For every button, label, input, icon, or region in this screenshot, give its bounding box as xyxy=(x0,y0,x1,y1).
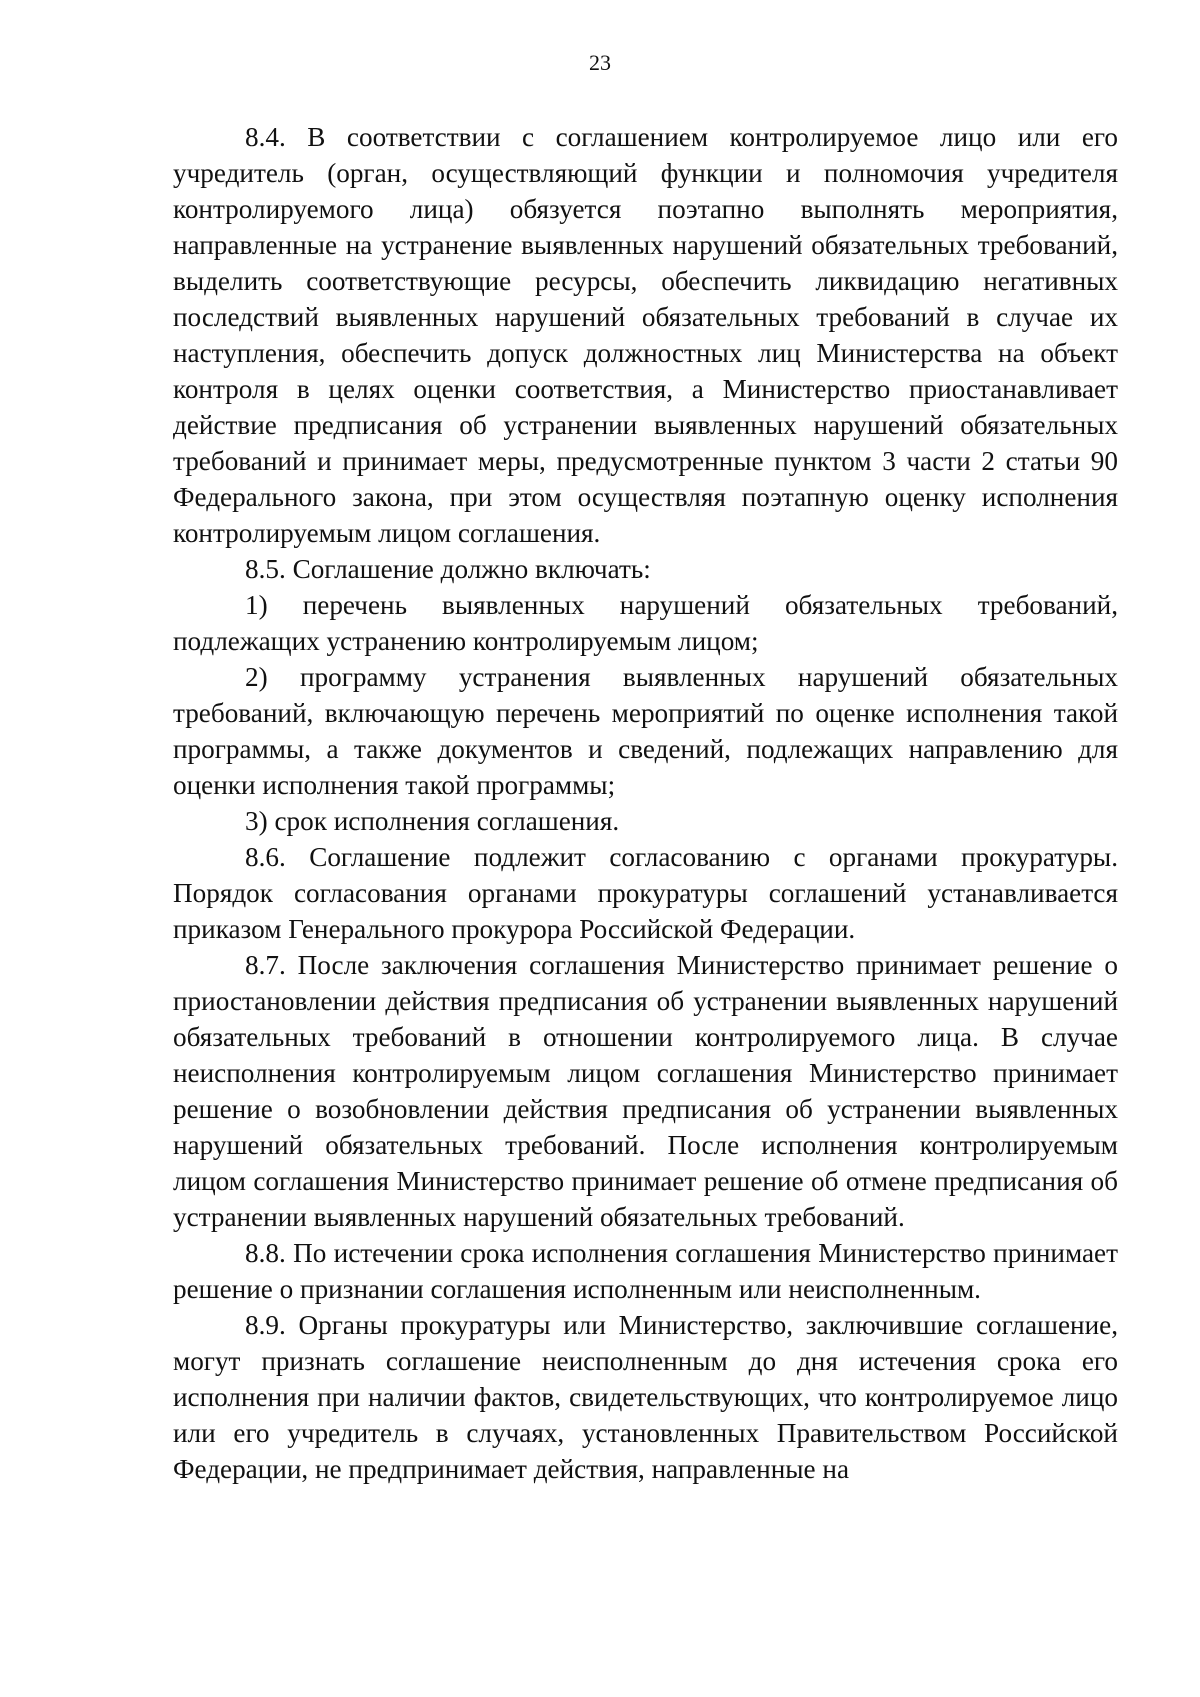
list-item-2: 2) программу устранения выявленных нарушений обязательных требований, включающую перечень мероприятий по оценке исполнения такой программы, а также документов и сведений, подлежащих направлению для оценки исполнения такой программы; xyxy=(173,662,1118,800)
paragraph-8-4: 8.4. В соответствии с соглашением контролируемое лицо или его учредитель (орган, осуществляющий функции и полномочия учредителя контролируемого лица) обязуется поэтапно выполнять мероприятия, направленные на устранение выявленных нарушений обязательных требований, выделить соответствующие ресурсы, обеспечить ликвидацию негативных последствий выявленных нарушений обязательных требований в случае их наступления, обеспечить допуск должностных лиц Министерства на объект контроля в целях оценки соответствия, а Министерство приостанавливает действие предписания об устранении выявленных нарушений обязательных требований и принимает меры, предусмотренные пунктом 3 части 2 статьи 90 Федерального закона, при этом осуществляя поэтапную оценку исполнения контролируемым лицом соглашения. xyxy=(173,122,1118,548)
page-number: 23 xyxy=(589,50,611,75)
paragraph-8-9: 8.9. Органы прокуратуры или Министерство, заключившие соглашение, могут признать соглашение неисполненным до дня истечения срока его исполнения при наличии фактов, свидетельствующих, что контролируемое лицо или его учредитель в случаях, установленных Правительством Российской Федерации, не предпринимает действия, направленные на xyxy=(173,1310,1118,1484)
paragraph-8-7: 8.7. После заключения соглашения Министерство принимает решение о приостановлении действия предписания об устранении выявленных нарушений обязательных требований в отношении контролируемого лица. В случае неисполнения контролируемым лицом соглашения Министерство принимает решение о возобновлении действия предписания об устранении выявленных нарушений обязательных требований. После исполнения контролируемым лицом соглашения Министерство принимает решение об отмене предписания об устранении выявленных нарушений обязательных требований. xyxy=(173,950,1118,1232)
list-item-1: 1) перечень выявленных нарушений обязательных требований, подлежащих устранению контролируемым лицом; xyxy=(173,590,1118,656)
paragraph-8-8: 8.8. По истечении срока исполнения соглашения Министерство принимает решение о признании соглашения исполненным или неисполненным. xyxy=(173,1238,1118,1304)
paragraph-8-6: 8.6. Соглашение подлежит согласованию с органами прокуратуры. Порядок согласования органами прокуратуры соглашений устанавливается приказом Генерального прокурора Российской Федерации. xyxy=(173,842,1118,944)
paragraph-8-5: 8.5. Соглашение должно включать: xyxy=(245,554,651,584)
list-item-3: 3) срок исполнения соглашения. xyxy=(245,806,620,836)
document-body xyxy=(173,119,1118,1487)
